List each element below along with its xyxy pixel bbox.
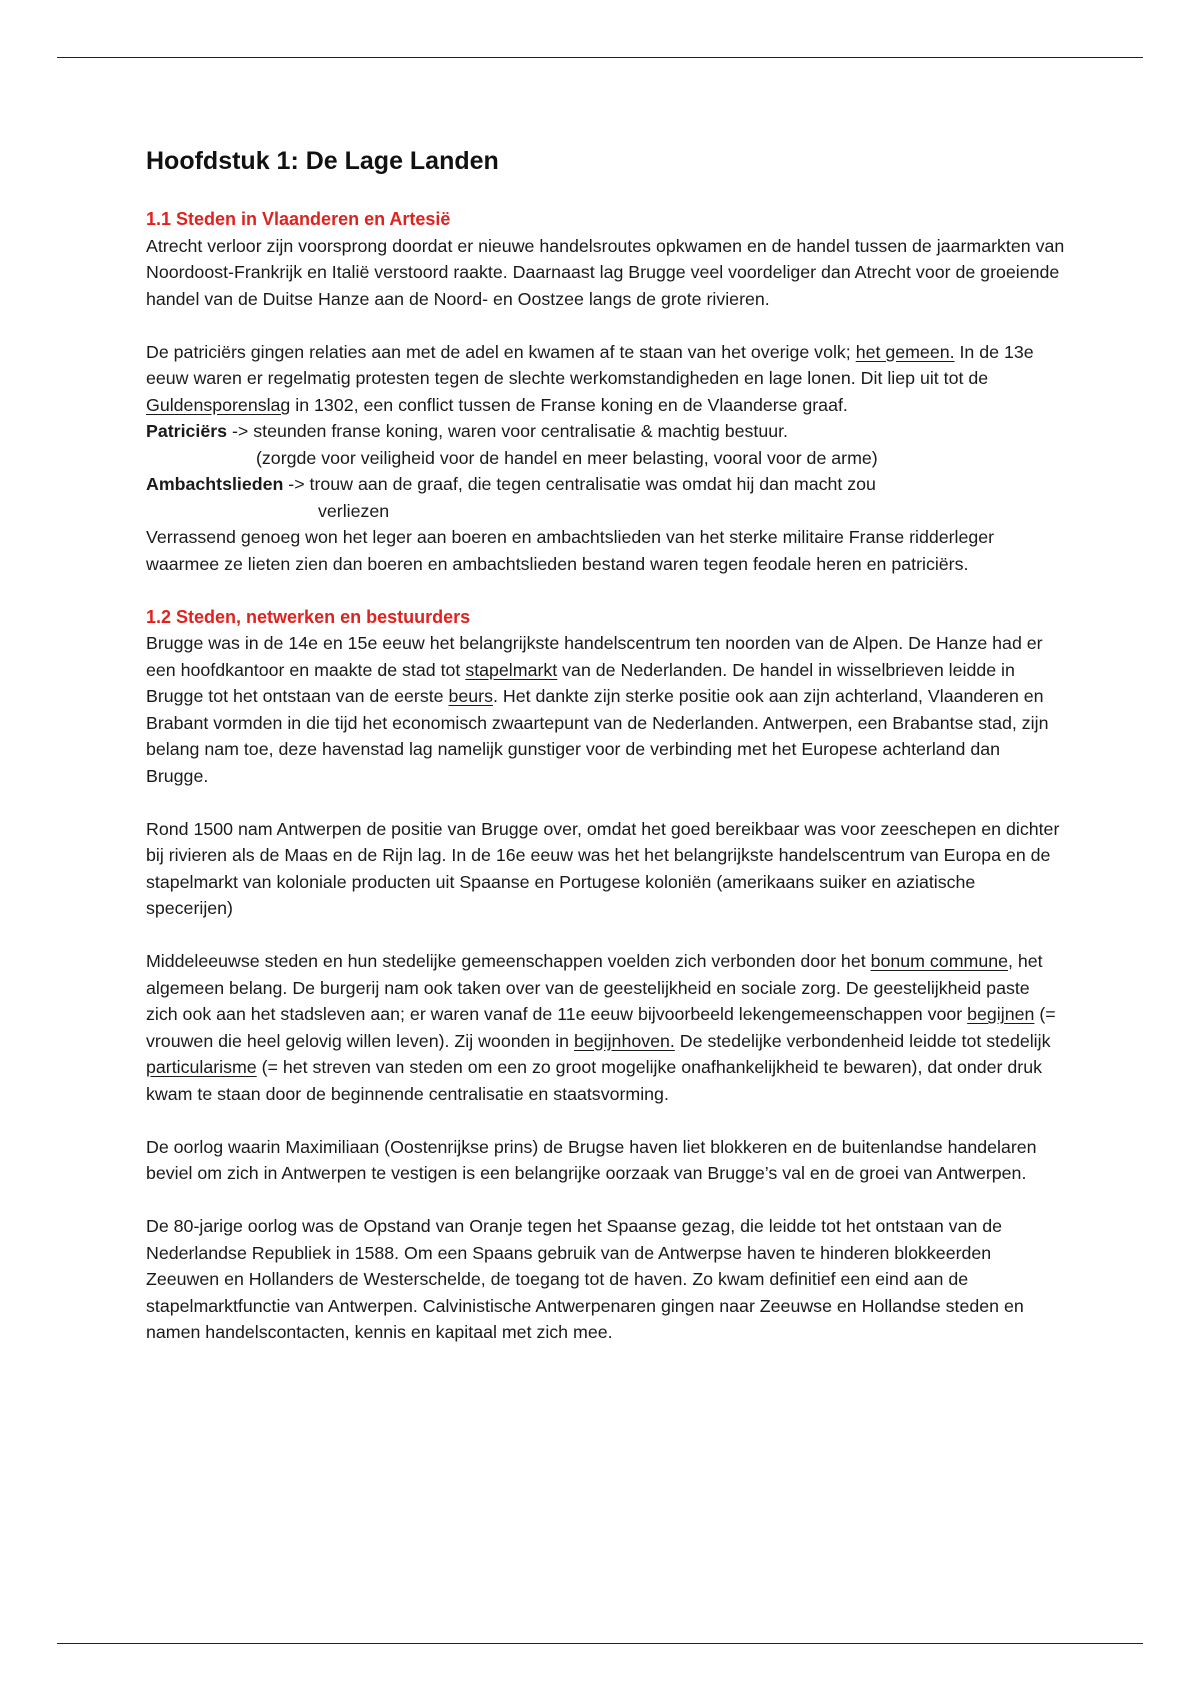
underlined-term: begijnen <box>967 1004 1035 1024</box>
patriciers-note: (zorgde voor veiligheid voor de handel en meer belasting, vooral voor de arme) <box>256 447 878 468</box>
text-run: Middeleeuwse steden en hun stedelijke gemeenschappen voelden zich verbonden door het <box>146 951 871 971</box>
term-label: Patriciërs <box>146 421 228 441</box>
ambachtslieden-line <box>146 471 1066 498</box>
text-run: . Het dankte zijn sterke positie ook aan zijn achterland, Vlaanderen en Brabant vormden in die tijd het economisch zwaartepunt van de Nederlanden. Antwerpen, een Brabantse stad, zijn belang nam toe, deze havenstad lag namelijk gunstiger voor de verbinding met het Europese achterland dan Brugge. <box>146 686 1049 786</box>
underlined-term: het gemeen. <box>855 341 955 362</box>
text-run: van de Nederlanden. De handel in wisselbrieven leidde in Brugge tot het ontstaan van de eerste <box>146 659 1015 706</box>
section-heading-1-1: 1.1 Steden in Vlaanderen en Artesië <box>146 209 451 229</box>
text-run: De patriciërs gingen relaties aan met de adel en kwamen af te staan van het overige volk; <box>146 341 856 362</box>
text-run: , het algemeen belang. De burgerij nam ook taken over van de geestelijkheid en sociale zorg. De geestelijkheid paste zich ook aan het stadsleven aan; er waren vanaf de 11e eeuw bijvoorbeeld lekengemeenschappen voor <box>146 951 1043 1024</box>
page-title: Hoofdstuk 1: De Lage Landen <box>146 147 499 175</box>
text-run: Brugge was in de 14e en 15e eeuw het belangrijkste handelscentrum ten noorden van de Alpen. De Hanze had er een hoofdkantoor en maakte de stad tot <box>146 633 1043 680</box>
term-label: Ambachtslieden <box>146 474 284 494</box>
underlined-term: beurs <box>448 686 493 706</box>
top-rule <box>57 57 1143 58</box>
underlined-term: Guldensporenslag <box>146 394 291 415</box>
paragraph <box>146 630 1066 789</box>
underlined-term: bonum commune <box>870 951 1008 971</box>
text-run: -> trouw aan de graaf, die tegen centralisatie was omdat hij dan macht zou <box>283 474 876 494</box>
text-run: -> steunden franse koning, waren voor centralisatie & machtig bestuur. <box>227 421 788 441</box>
text-run: (= vrouwen die heel gelovig willen leven). Zij woonden in <box>146 1004 1056 1051</box>
paragraph: De 80-jarige oorlog was de Opstand van Oranje tegen het Spaanse gezag, die leidde tot het ontstaan van de Nederlandse Republiek in 1588. Om een Spaans gebruik van de Antwerpse haven te hinderen blokkeerden Zeeuwen en Hollanders de Westerschelde, de toegang tot de haven. Zo kwam definitief een eind aan de stapelmarktfunctie van Antwerpen. Calvinistische Antwerpenaren gingen naar Zeeuwse en Hollandse steden en namen handelscontacten, kennis en kapitaal met zich mee. <box>146 1216 1024 1342</box>
section-heading-1-2: 1.2 Steden, netwerken en bestuurders <box>146 606 471 627</box>
paragraph: Verrassend genoeg won het leger aan boeren en ambachtslieden van het sterke militaire Franse ridderleger waarmee ze lieten zien dan boeren en ambachtslieden bestand waren tegen feodale heren en patriciërs. <box>146 527 995 574</box>
text-run: (= het streven van steden om een zo groot mogelijke onafhankelijkheid te bewaren), dat onder druk kwam te staan door de beginnende centralisatie en staatsvorming. <box>146 1057 1043 1104</box>
text-run: in 1302, een conflict tussen de Franse koning en de Vlaanderse graaf. <box>290 394 848 415</box>
bottom-rule <box>57 1643 1143 1644</box>
paragraph: De oorlog waarin Maximiliaan (Oostenrijkse prins) de Brugse haven liet blokkeren en de buitenlandse handelaren beviel om zich in Antwerpen te vestigen is een belangrijke oorzaak van Brugge’s val en de groei van Antwerpen. <box>146 1136 1037 1183</box>
underlined-term: stapelmarkt <box>465 659 558 680</box>
document-body <box>146 142 1066 1372</box>
paragraph: Rond 1500 nam Antwerpen de positie van Brugge over, omdat het goed bereikbaar was voor zeeschepen en dichter bij rivieren als de Maas en de Rijn lag. In de 16e eeuw was het het belangrijkste handelscentrum van Europa en de stapelmarkt van koloniale producten uit Spaanse en Portugese koloniën (amerikaans suiker en aziatische specerijen) <box>146 818 1060 918</box>
text-run: In de 13e eeuw waren er regelmatig protesten tegen de slechte werkomstandigheden en lage lonen. Dit liep uit tot de <box>146 341 1034 388</box>
underlined-term: begijnhoven. <box>573 1030 675 1051</box>
paragraph <box>146 339 1066 419</box>
underlined-term: particularisme <box>146 1057 257 1077</box>
ambachtslieden-continuation: verliezen <box>318 500 390 521</box>
patriciers-line <box>146 418 1066 445</box>
text-run: De stedelijke verbondenheid leidde tot stedelijk <box>674 1030 1051 1051</box>
paragraph: Atrecht verloor zijn voorsprong doordat er nieuwe handelsroutes opkwamen en de handel tussen de jaarmarkten van Noordoost-Frankrijk en Italië verstoord raakte. Daarnaast lag Brugge veel voordeliger dan Atrecht voor de groeiende handel van de Duitse Hanze aan de Noord- en Oostzee langs de grote rivieren. <box>146 235 1065 309</box>
paragraph <box>146 948 1066 1107</box>
